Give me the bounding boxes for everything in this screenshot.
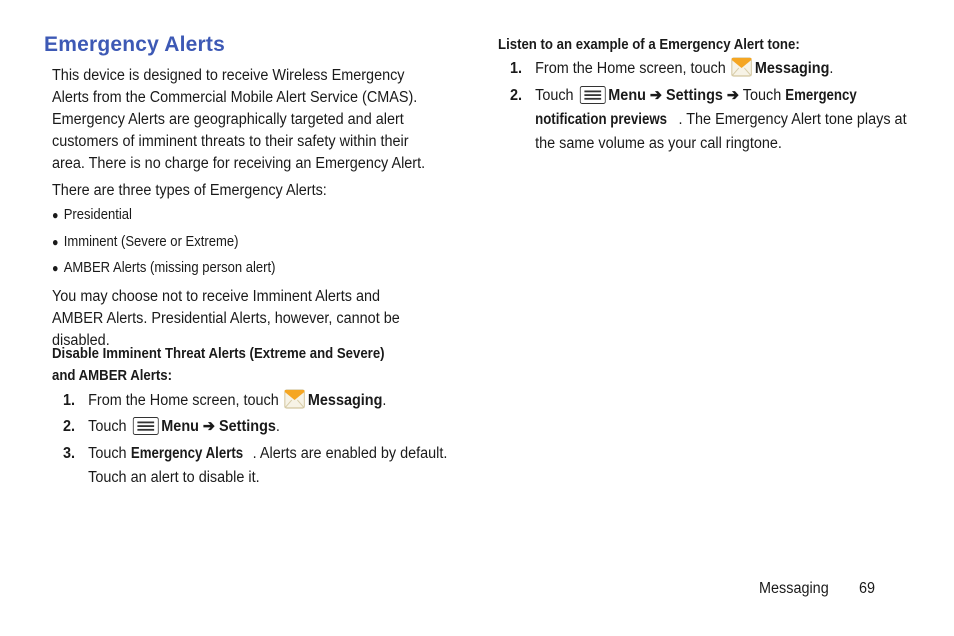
disable-heading: Disable Imminent Threat Alerts (Extreme and Severe) and AMBER Alerts: [52, 345, 385, 384]
page-number: 69 [859, 580, 876, 597]
bullet-icon: ● [52, 235, 59, 249]
menu-icon [579, 86, 605, 104]
list-item: ● Presidential [52, 207, 132, 223]
list-item: ● AMBER Alerts (missing person alert) [52, 260, 276, 276]
page-title: Emergency Alerts [44, 33, 226, 56]
choose-note: You may choose not to receive Imminent Alerts and AMBER Alerts. Presidential Alerts, however, cannot be disabled. [52, 288, 400, 349]
types-intro: There are three types of Emergency Alerts: [52, 182, 327, 199]
footer-section: Messaging [759, 580, 829, 597]
list-item: ● Imminent (Severe or Extreme) [52, 234, 239, 250]
intro-paragraph: This device is designed to receive Wireless Emergency Alerts from the Commercial Mobile Alert Service (CMAS). Emergency Alerts are geographically targeted and alert customers of imminent threats to their safety within their area. There is no charge for receiving an Emergency Alert. [52, 67, 426, 172]
bullet-icon: ● [52, 261, 59, 275]
menu-icon [132, 417, 158, 435]
messaging-envelope-icon [732, 57, 752, 77]
listen-heading: Listen to an example of a Emergency Alert tone: [498, 36, 800, 53]
messaging-envelope-icon [285, 389, 305, 409]
bullet-icon: ● [52, 208, 59, 222]
